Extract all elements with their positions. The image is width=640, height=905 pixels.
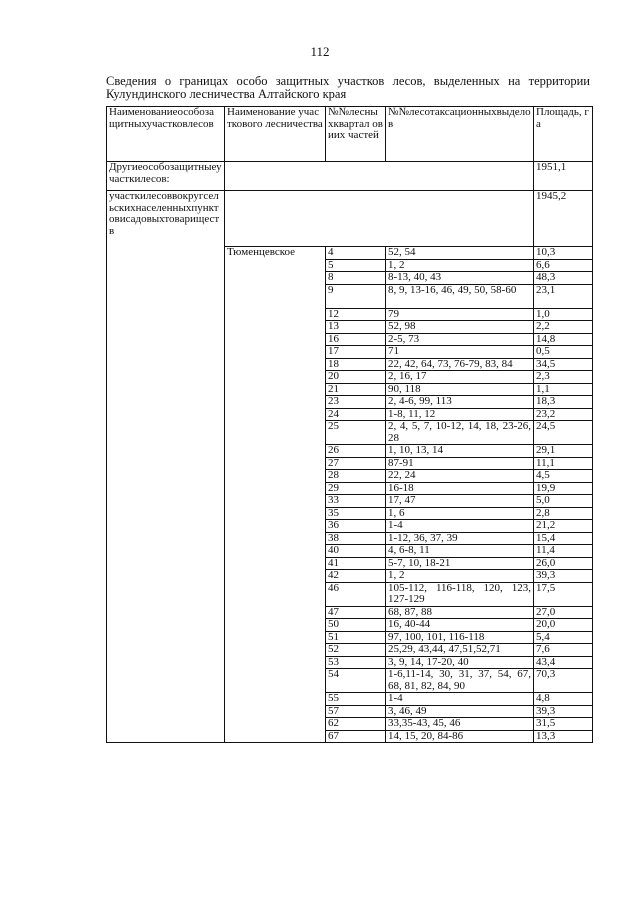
category-settlements-empty	[225, 191, 534, 247]
allotments-cell: 1-4	[386, 693, 534, 706]
allotments-cell: 3, 46, 49	[386, 705, 534, 718]
quarter-cell: 21	[326, 383, 386, 396]
header-quarter: №№лесныхквартал овиих частей	[326, 107, 386, 162]
allotments-cell: 16, 40-44	[386, 619, 534, 632]
quarter-cell: 17	[326, 346, 386, 359]
allotments-cell: 1-12, 36, 37, 39	[386, 532, 534, 545]
area-cell: 4,5	[534, 470, 593, 483]
area-cell: 39,3	[534, 705, 593, 718]
quarter-cell: 36	[326, 520, 386, 533]
quarter-cell: 35	[326, 507, 386, 520]
header-area: Площадь, га	[534, 107, 593, 162]
area-cell: 5,4	[534, 631, 593, 644]
allotments-cell: 2, 4-6, 99, 113	[386, 396, 534, 409]
area-cell: 21,2	[534, 520, 593, 533]
quarter-cell: 46	[326, 582, 386, 606]
area-cell: 43,4	[534, 656, 593, 669]
quarter-cell: 8	[326, 272, 386, 285]
allotments-cell: 3, 9, 14, 17-20, 40	[386, 656, 534, 669]
quarter-cell: 40	[326, 545, 386, 558]
header-forestry: Наименование участкового лесничества	[225, 107, 326, 162]
allotments-cell: 16-18	[386, 482, 534, 495]
area-cell: 20,0	[534, 619, 593, 632]
quarter-cell: 25	[326, 421, 386, 445]
quarter-cell: 51	[326, 631, 386, 644]
quarter-cell: 9	[326, 284, 386, 308]
area-cell: 13,3	[534, 730, 593, 743]
quarter-cell: 67	[326, 730, 386, 743]
area-cell: 39,3	[534, 570, 593, 583]
area-cell: 11,1	[534, 457, 593, 470]
area-cell: 29,1	[534, 445, 593, 458]
quarter-cell: 4	[326, 247, 386, 260]
area-cell: 23,1	[534, 284, 593, 308]
area-cell: 19,9	[534, 482, 593, 495]
quarter-cell: 26	[326, 445, 386, 458]
quarter-cell: 18	[326, 358, 386, 371]
table-header-row	[107, 107, 593, 162]
allotments-cell: 68, 87, 88	[386, 606, 534, 619]
quarter-cell: 23	[326, 396, 386, 409]
area-cell: 1,0	[534, 308, 593, 321]
header-category: Наименованиеособозащитныхучастковлесов	[107, 107, 225, 162]
area-cell: 10,3	[534, 247, 593, 260]
quarter-cell: 38	[326, 532, 386, 545]
allotments-cell: 1, 10, 13, 14	[386, 445, 534, 458]
allotments-cell: 8-13, 40, 43	[386, 272, 534, 285]
quarter-cell: 24	[326, 408, 386, 421]
area-cell: 11,4	[534, 545, 593, 558]
allotments-cell: 52, 54	[386, 247, 534, 260]
quarter-cell: 20	[326, 371, 386, 384]
allotments-cell: 1-4	[386, 520, 534, 533]
quarter-cell: 13	[326, 321, 386, 334]
area-cell: 15,4	[534, 532, 593, 545]
category-other-area: 1951,1	[534, 162, 593, 191]
area-cell: 0,5	[534, 346, 593, 359]
allotments-cell: 2, 4, 5, 7, 10-12, 14, 18, 23-26, 28	[386, 421, 534, 445]
allotments-cell: 71	[386, 346, 534, 359]
area-cell: 18,3	[534, 396, 593, 409]
area-cell: 2,8	[534, 507, 593, 520]
area-cell: 26,0	[534, 557, 593, 570]
allotments-cell: 1, 2	[386, 259, 534, 272]
category-row-other	[107, 162, 593, 191]
quarter-cell: 50	[326, 619, 386, 632]
area-cell: 34,5	[534, 358, 593, 371]
allotments-cell: 25,29, 43,44, 47,51,52,71	[386, 644, 534, 657]
quarter-cell: 16	[326, 333, 386, 346]
quarter-cell: 5	[326, 259, 386, 272]
allotments-cell: 2-5, 73	[386, 333, 534, 346]
area-cell: 1,1	[534, 383, 593, 396]
area-cell: 5,0	[534, 495, 593, 508]
category-settlements-area: 1945,2	[534, 191, 593, 247]
quarter-cell: 42	[326, 570, 386, 583]
allotments-cell: 22, 24	[386, 470, 534, 483]
allotments-cell: 8, 9, 13-16, 46, 49, 50, 58-60	[386, 284, 534, 308]
document-title: Сведения о границах особо защитных участков лесов, выделенных на территории Кулундинского лесничества Алтайского края	[106, 74, 590, 101]
quarter-cell: 41	[326, 557, 386, 570]
area-cell: 2,3	[534, 371, 593, 384]
page-number: 112	[310, 44, 330, 59]
quarter-cell: 57	[326, 705, 386, 718]
allotments-cell: 14, 15, 20, 84-86	[386, 730, 534, 743]
quarter-cell: 52	[326, 644, 386, 657]
area-cell: 4,8	[534, 693, 593, 706]
allotments-cell: 87-91	[386, 457, 534, 470]
category-other-name: Другиеособозащитныеучасткилесов:	[107, 162, 225, 191]
quarter-cell: 29	[326, 482, 386, 495]
quarter-cell: 33	[326, 495, 386, 508]
area-cell: 6,6	[534, 259, 593, 272]
quarter-cell: 27	[326, 457, 386, 470]
quarter-cell: 12	[326, 308, 386, 321]
quarter-cell: 53	[326, 656, 386, 669]
allotments-cell: 33,35-43, 45, 46	[386, 718, 534, 731]
area-cell: 17,5	[534, 582, 593, 606]
category-settlements-name: участкилесоввокругсельскихнаселенныхпунктовисадовыхтовариществ	[107, 191, 225, 743]
allotments-cell: 90, 118	[386, 383, 534, 396]
allotments-cell: 5-7, 10, 18-21	[386, 557, 534, 570]
quarter-cell: 54	[326, 669, 386, 693]
category-other-empty	[225, 162, 534, 191]
allotments-cell: 22, 42, 64, 73, 76-79, 83, 84	[386, 358, 534, 371]
area-cell: 48,3	[534, 272, 593, 285]
allotments-cell: 1-6,11-14, 30, 31, 37, 54, 67, 68, 81, 82, 84, 90	[386, 669, 534, 693]
allotments-cell: 17, 47	[386, 495, 534, 508]
quarter-cell: 55	[326, 693, 386, 706]
category-row-settlements	[107, 191, 593, 247]
quarter-cell: 28	[326, 470, 386, 483]
allotments-cell: 1-8, 11, 12	[386, 408, 534, 421]
allotments-cell: 2, 16, 17	[386, 371, 534, 384]
allotments-cell: 105-112, 116-118, 120, 123, 127-129	[386, 582, 534, 606]
allotments-cell: 1, 6	[386, 507, 534, 520]
area-cell: 7,6	[534, 644, 593, 657]
quarter-cell: 62	[326, 718, 386, 731]
area-cell: 2,2	[534, 321, 593, 334]
forestry-name-cell: Тюменцевское	[225, 247, 326, 743]
area-cell: 24,5	[534, 421, 593, 445]
allotments-cell: 97, 100, 101, 116-118	[386, 631, 534, 644]
allotments-cell: 4, 6-8, 11	[386, 545, 534, 558]
area-cell: 31,5	[534, 718, 593, 731]
area-cell: 27,0	[534, 606, 593, 619]
allotments-cell: 1, 2	[386, 570, 534, 583]
area-cell: 23,2	[534, 408, 593, 421]
allotments-cell: 52, 98	[386, 321, 534, 334]
forest-areas-table	[106, 106, 593, 743]
allotments-cell: 79	[386, 308, 534, 321]
quarter-cell: 47	[326, 606, 386, 619]
area-cell: 14,8	[534, 333, 593, 346]
area-cell: 70,3	[534, 669, 593, 693]
header-allotment: №№лесотаксационныхвыделов	[386, 107, 534, 162]
